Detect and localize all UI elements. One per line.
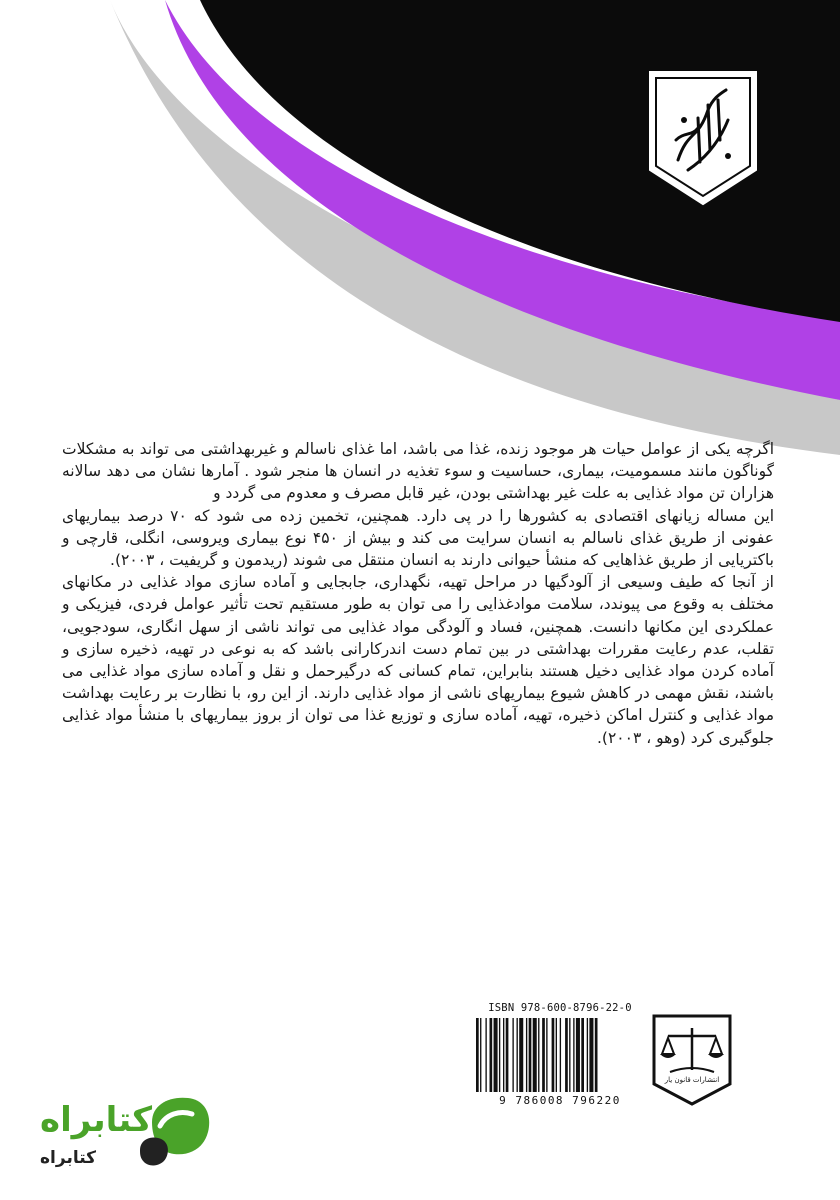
publisher-logo-text: انتشارات قانون یار: [664, 1076, 720, 1084]
isbn-barcode: [470, 1002, 650, 1112]
publisher-logo-icon: [652, 1014, 732, 1106]
paragraph-2: این مساله زیانهای اقتصادی به کشورها را در پی دارد. همچنین، تخمین زده می شود که ۷۰ درصد بیماریهای عفونی از طریق غذای ناسالم به انسان سرایت می کند و بیش از ۴۵۰ نوع بیماری ویروسی، انگلی، قارچی و باکتریایی از طریق غذاهایی که منشأ حیوانی دارند به انسان منتقل می شوند (ریدمون و گریفیت ، ۲۰۰۳).: [62, 506, 774, 570]
paragraph-3: از آنجا که طیف وسیعی از آلودگیها در مراحل تهیه، نگهداری، جابجایی و آماده سازی مواد غذایی در مکانهای مختلف به وقوع می پیوندد، سلامت موادغذایی را می توان به طور مستقیم تحت تأثیر عوامل فردی، فیزیکی و عملکردی این مکانها دانست. همچنین، فساد و آلودگی مواد غذایی می تواند ناشی از سهل انگاری، سودجویی، تقلب، عدم رعایت مقررات بهداشتی در بین تمام دست اندرکارانی باشد که به نوعی در تهیه، ذخیره سازی و آماده کردن مواد غذایی دخیل هستند بنابراین، تمام کسانی که درگیرحمل و نقل و آماده سازی مواد غذایی می باشند، نقش مهمی در کاهش شیوع بیماریهای ناشی از مواد غذایی دارند. از این رو، با نظارت بر رعایت بهداشت مواد غذایی و کنترل اماکن ذخیره، تهیه، آماده سازی و توزیع غذا می توان از بروز بیماریهای با منشأ مواد غذایی جلوگیری کرد (وهو ، ۲۰۰۳).: [62, 573, 774, 747]
barcode-digits: 9 786008 796220: [499, 1094, 621, 1107]
paragraph-1: اگرچه یکی از عوامل حیات هر موجود زنده، غذا می باشد، اما غذای ناسالم و غیربهداشتی می تواند به مشکلات گوناگون مانند مسمومیت، بیماری، حساسیت و سوء تغذیه در انسان ها منجر شود . آمارها نشان می دهد سالانه هزاران تن مواد غذایی به علت غیر بهداشتی بودن، غیر قابل مصرف و معدوم می گردد و: [62, 440, 774, 503]
isbn-label: ISBN 978-600-8796-22-0: [488, 1002, 632, 1014]
barcode-icon: [474, 1018, 646, 1094]
watermark-brand-large: کتابراه: [40, 1100, 153, 1140]
back-cover-text: [62, 438, 774, 749]
watermark-brand-small: کتابراه: [40, 1148, 97, 1168]
publisher-emblem-icon: [648, 70, 758, 206]
